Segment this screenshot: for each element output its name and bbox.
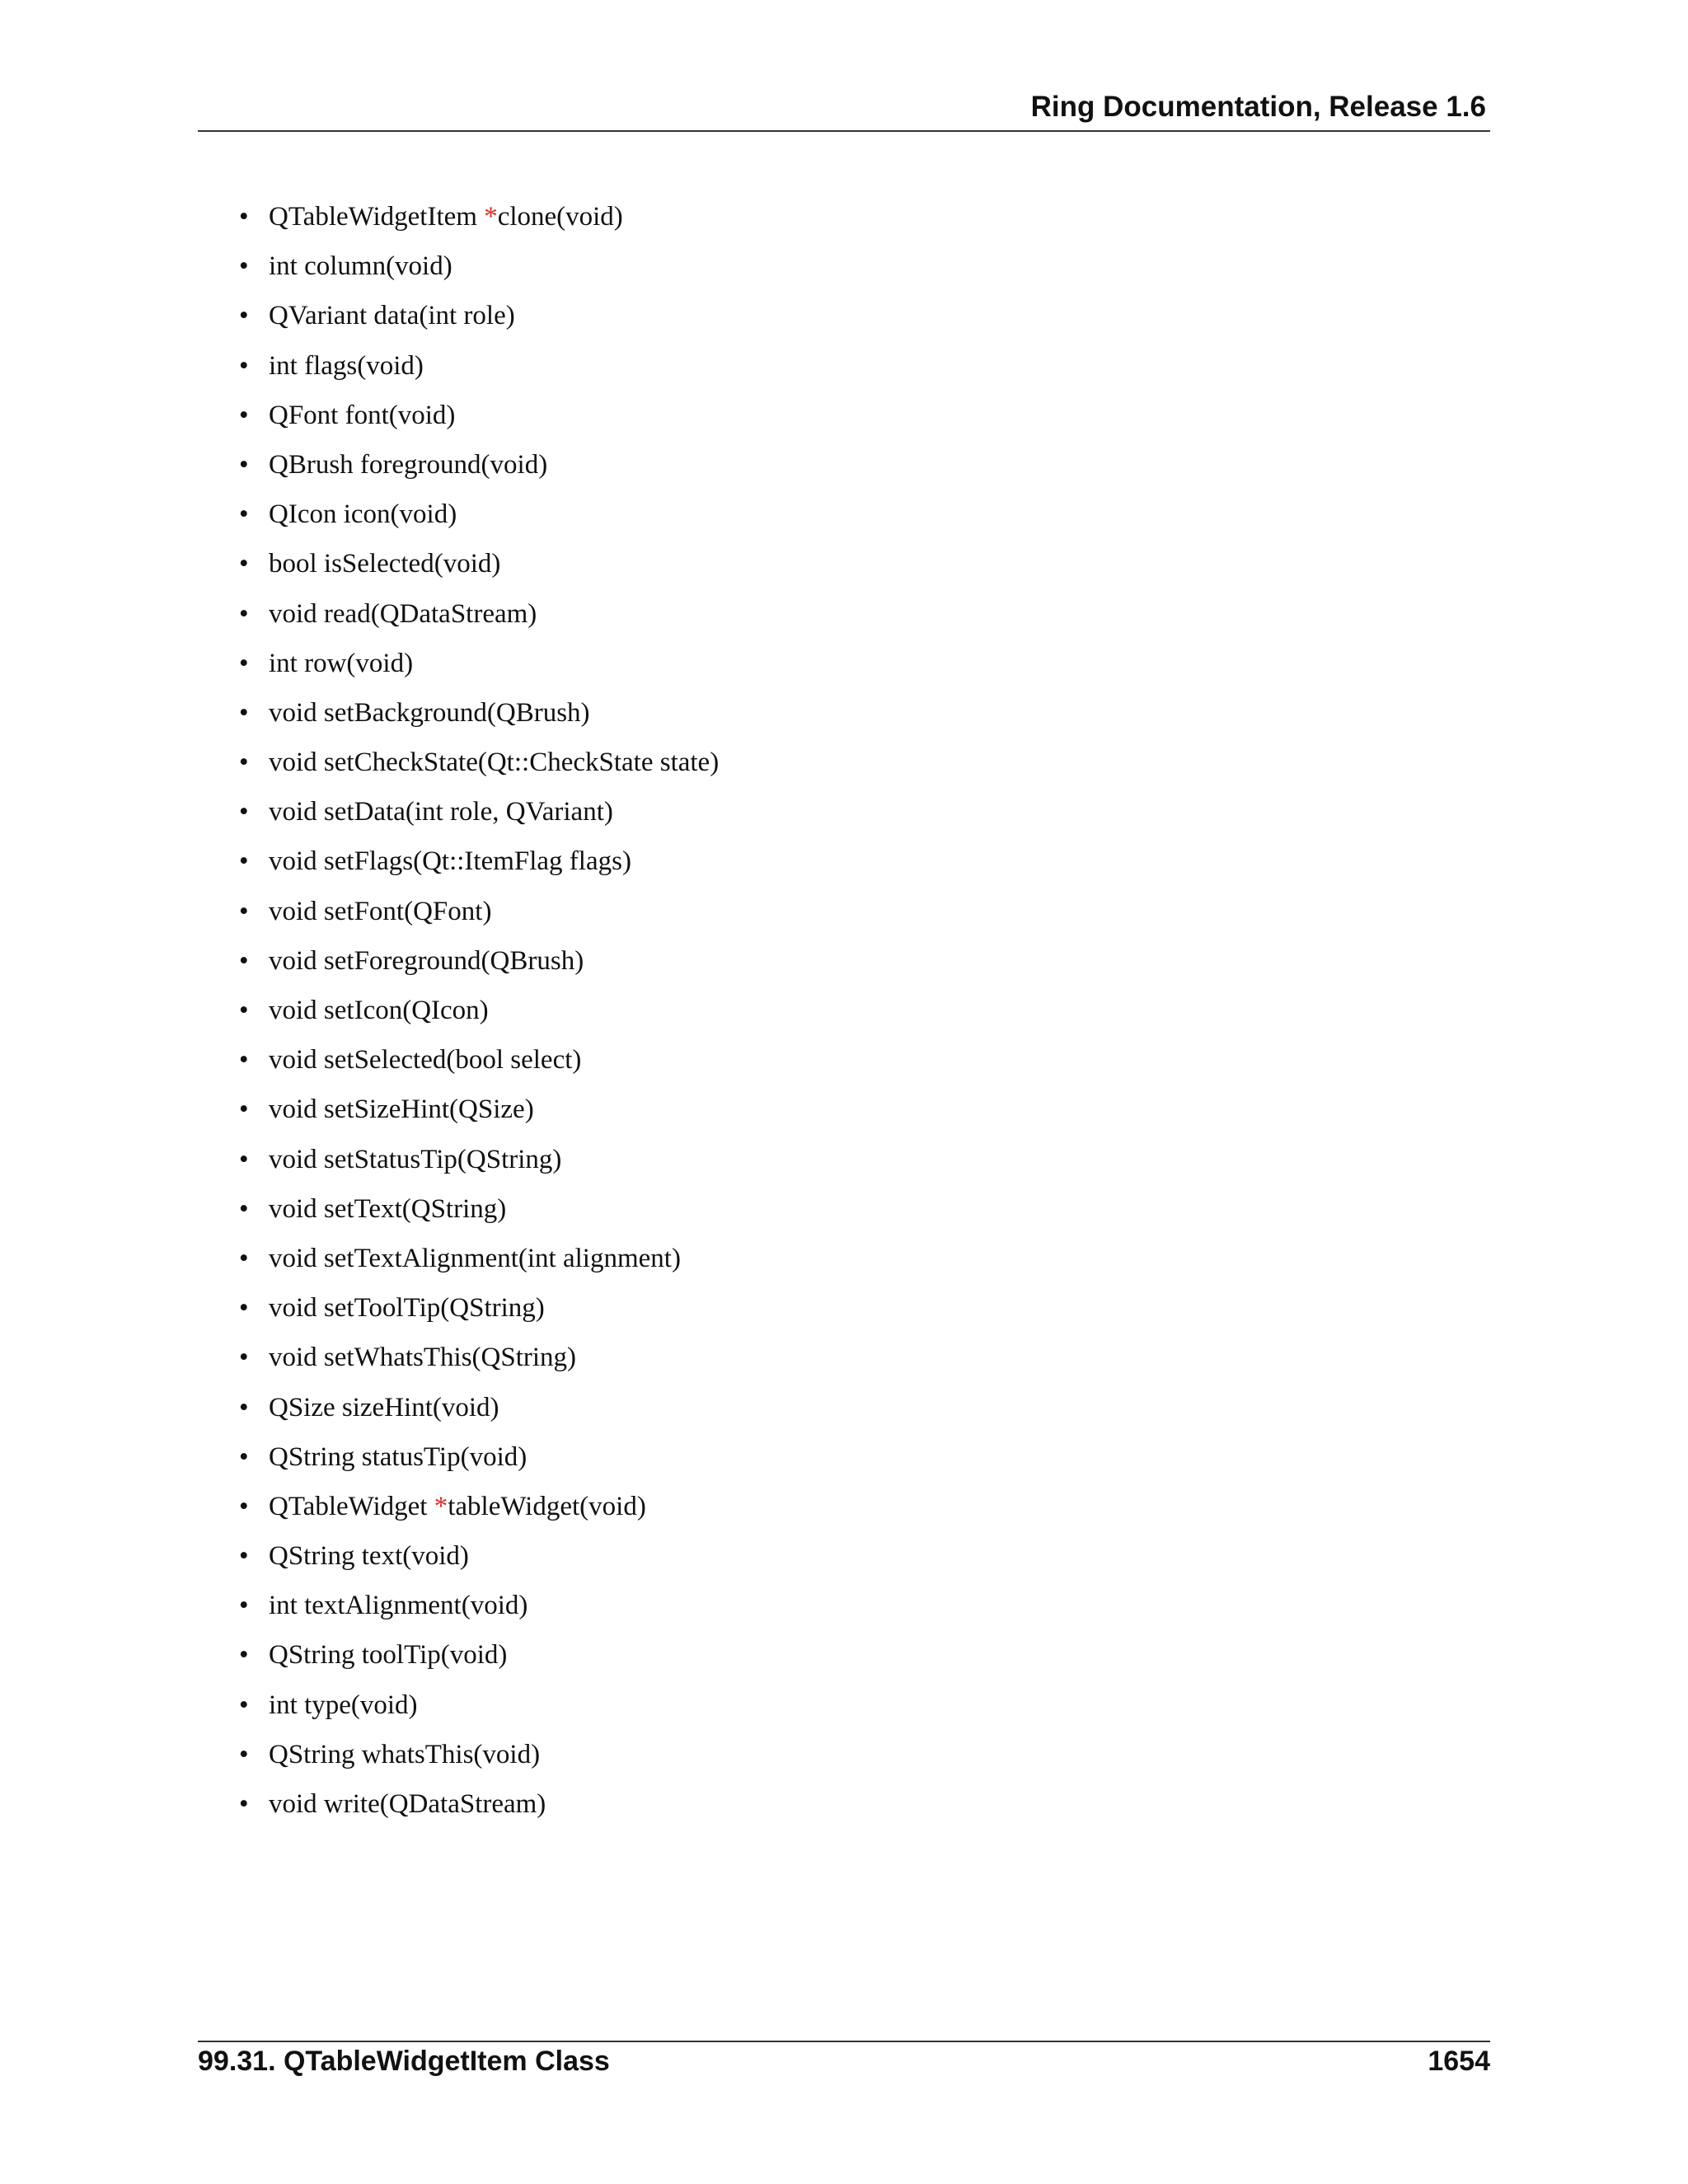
list-item — [239, 1139, 719, 1188]
list-item — [239, 345, 719, 395]
list-item — [239, 1039, 719, 1089]
bullet-icon: • — [239, 1144, 249, 1174]
bullet-icon: • — [239, 996, 249, 1025]
footer-rule — [198, 2041, 1490, 2042]
method-name: clone(void) — [497, 202, 623, 232]
list-item — [239, 1188, 719, 1238]
list-item — [239, 295, 719, 344]
method-signature: void setForeground(QBrush) — [269, 945, 584, 976]
bullet-icon: • — [239, 1441, 249, 1472]
method-signature: void setText(QString) — [269, 1193, 507, 1224]
method-signature: void setSelected(bool select) — [269, 1045, 582, 1076]
bullet-icon: • — [239, 1789, 249, 1819]
bullet-icon: • — [239, 449, 249, 480]
list-item — [239, 1387, 719, 1436]
method-signature: QString whatsThis(void) — [269, 1739, 541, 1769]
list-item — [239, 1685, 719, 1734]
method-signature: void write(QDataStream) — [269, 1789, 546, 1819]
method-signature: QString text(void) — [269, 1541, 469, 1572]
bullet-icon: • — [239, 400, 249, 430]
bullet-icon: • — [239, 846, 249, 877]
running-header: Ring Documentation, Release 1.6 — [1030, 91, 1486, 123]
bullet-icon: • — [239, 1491, 249, 1521]
bullet-icon: • — [239, 1640, 249, 1671]
list-item — [239, 692, 719, 742]
bullet-icon: • — [239, 748, 249, 778]
method-signature: void setToolTip(QString) — [269, 1293, 545, 1324]
bullet-icon: • — [239, 350, 249, 381]
method-signature: QFont font(void) — [269, 400, 456, 430]
list-item — [239, 494, 719, 543]
list-item — [239, 1734, 719, 1783]
method-signature: QSize sizeHint(void) — [269, 1392, 499, 1422]
bullet-icon: • — [239, 945, 249, 976]
list-item — [239, 940, 719, 990]
method-list — [239, 196, 719, 1833]
method-signature: void setData(int role, QVariant) — [269, 797, 613, 827]
bullet-icon: • — [239, 1739, 249, 1769]
bullet-icon: • — [239, 697, 249, 728]
list-item — [239, 395, 719, 444]
method-signature: QTableWidget — [269, 1491, 434, 1521]
bullet-icon: • — [239, 1193, 249, 1224]
bullet-icon: • — [239, 1094, 249, 1125]
list-item — [239, 1436, 719, 1486]
bullet-icon: • — [239, 202, 249, 232]
bullet-icon: • — [239, 797, 249, 827]
method-signature: int type(void) — [269, 1690, 418, 1720]
list-item — [239, 841, 719, 890]
method-signature: int column(void) — [269, 251, 452, 282]
bullet-icon: • — [239, 1690, 249, 1720]
list-item — [239, 791, 719, 841]
bullet-icon: • — [239, 1343, 249, 1373]
bullet-icon: • — [239, 648, 249, 678]
method-signature: void setWhatsThis(QString) — [269, 1343, 577, 1373]
page-number: 1654 — [1428, 2046, 1490, 2077]
method-signature: void setCheckState(Qt::CheckState state) — [269, 748, 720, 778]
list-item — [239, 1585, 719, 1634]
list-item — [239, 543, 719, 593]
method-signature: QVariant data(int role) — [269, 301, 515, 331]
list-item — [239, 643, 719, 692]
method-signature: void setSizeHint(QSize) — [269, 1094, 534, 1125]
bullet-icon: • — [239, 549, 249, 579]
list-item — [239, 1089, 719, 1138]
list-item — [239, 1287, 719, 1337]
list-item — [239, 593, 719, 643]
method-signature: void setTextAlignment(int alignment) — [269, 1243, 681, 1273]
list-item — [239, 196, 719, 246]
bullet-icon: • — [239, 896, 249, 926]
list-item — [239, 1783, 719, 1833]
list-item — [239, 742, 719, 791]
method-signature: int row(void) — [269, 648, 414, 678]
method-name: tableWidget(void) — [448, 1491, 646, 1521]
footer-section-title: 99.31. QTableWidgetItem Class — [198, 2046, 610, 2077]
bullet-icon: • — [239, 499, 249, 530]
method-signature: void setBackground(QBrush) — [269, 697, 590, 728]
list-item — [239, 990, 719, 1039]
method-signature: bool isSelected(void) — [269, 549, 501, 579]
pointer-marker: * — [484, 202, 498, 232]
method-signature: void setStatusTip(QString) — [269, 1144, 562, 1174]
bullet-icon: • — [239, 1541, 249, 1572]
bullet-icon: • — [239, 598, 249, 629]
method-signature: QTableWidgetItem — [269, 202, 485, 232]
list-item — [239, 1535, 719, 1585]
list-item — [239, 246, 719, 295]
bullet-icon: • — [239, 1045, 249, 1076]
list-item — [239, 891, 719, 940]
header-rule — [198, 130, 1490, 132]
bullet-icon: • — [239, 1591, 249, 1621]
method-signature: int flags(void) — [269, 350, 424, 381]
list-item — [239, 1634, 719, 1684]
bullet-icon: • — [239, 1243, 249, 1273]
method-signature: QBrush foreground(void) — [269, 449, 548, 480]
pointer-marker: * — [434, 1491, 448, 1521]
list-item — [239, 1337, 719, 1386]
list-item — [239, 1486, 719, 1535]
method-signature: void setFont(QFont) — [269, 896, 492, 926]
bullet-icon: • — [239, 301, 249, 331]
bullet-icon: • — [239, 1392, 249, 1422]
method-signature: void setIcon(QIcon) — [269, 996, 489, 1025]
method-signature: void read(QDataStream) — [269, 598, 537, 629]
list-item — [239, 444, 719, 494]
bullet-icon: • — [239, 1293, 249, 1324]
method-signature: QString statusTip(void) — [269, 1441, 528, 1472]
method-signature: int textAlignment(void) — [269, 1591, 528, 1621]
method-signature: QString toolTip(void) — [269, 1640, 508, 1671]
bullet-icon: • — [239, 251, 249, 282]
method-signature: QIcon icon(void) — [269, 499, 457, 530]
list-item — [239, 1238, 719, 1287]
method-signature: void setFlags(Qt::ItemFlag flags) — [269, 846, 631, 877]
